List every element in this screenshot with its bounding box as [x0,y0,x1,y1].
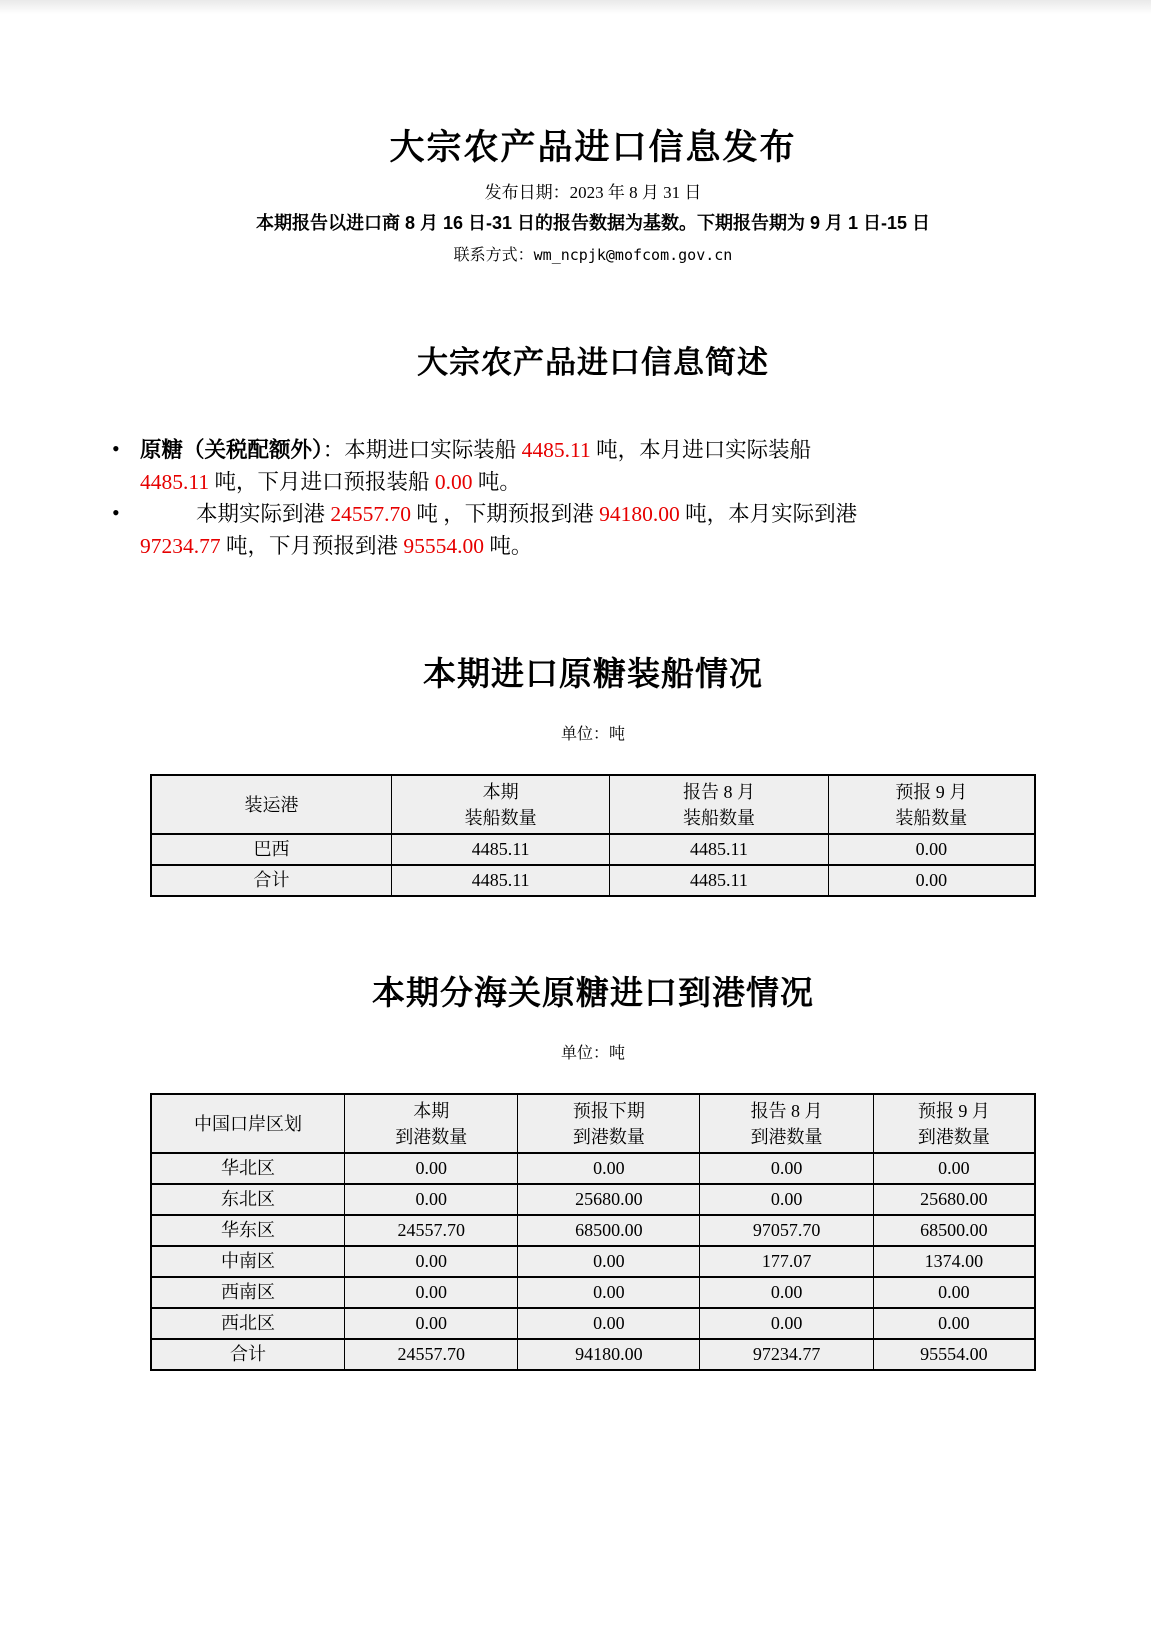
header-line: 本期 [413,1100,450,1121]
table-cell: 巴西 [151,834,391,865]
table-cell: 4485.11 [610,834,828,865]
summary-bullets [110,434,1036,562]
highlight-value: 4485.11 [521,438,591,463]
table-row [151,1215,1035,1246]
header-line: 中国口岸区划 [194,1113,303,1134]
header-line: 装船数量 [464,807,537,828]
table-cell: 25680.00 [873,1184,1035,1215]
header-line: 到港数量 [395,1126,468,1147]
table-cell: 4485.11 [391,834,609,865]
publish-date: 发布日期：2023 年 8 月 31 日 [484,183,702,203]
table-cell: 西南区 [151,1277,345,1308]
table-row [151,1277,1035,1308]
document-title: 大宗农产品进口信息发布 [389,128,797,167]
table-cell: 25680.00 [518,1184,700,1215]
table-cell: 68500.00 [873,1215,1035,1246]
table-header-cell [391,775,609,834]
table-cell: 0.00 [828,865,1035,896]
shipping-table-title: 本期进口原糖装船情况 [423,657,763,694]
table-cell: 0.00 [700,1153,873,1184]
table-cell: 0.00 [345,1308,518,1339]
table-cell: 0.00 [518,1308,700,1339]
bullet-text: 吨 ，下期预报到港 [411,502,600,527]
table-cell: 0.00 [700,1277,873,1308]
header-line: 装运港 [244,794,299,815]
highlight-value: 0.00 [434,470,473,495]
table-header-row [151,1094,1035,1153]
bullet-text: ：本期进口实际装船 [322,438,522,463]
table-cell: 4485.11 [391,865,609,896]
table-row [151,1246,1035,1277]
report-period-note: 本期报告以进口商 8 月 16 日-31 日的报告数据为基数。下期报告期为 9 月 1 日-15 日 [255,213,931,234]
bullet-text: 吨，本月实际到港 [679,502,858,527]
header-line: 预报下期 [572,1100,645,1121]
bullet-text: 本期实际到港 [196,502,331,527]
table-cell: 0.00 [700,1308,873,1339]
table-cell: 0.00 [345,1246,518,1277]
summary-section-title: 大宗农产品进口信息简述 [417,345,769,381]
bullet-text: 原糖（关税配额外） [140,438,323,463]
bullet-text: 吨，下月预报到港 [220,534,404,559]
table-header-cell [345,1094,518,1153]
table-header-cell [151,1094,345,1153]
table-cell: 94180.00 [518,1339,700,1370]
table-cell: 97057.70 [700,1215,873,1246]
contact-line [150,242,1036,265]
arrival-table [150,1093,1036,1371]
table-cell: 0.00 [700,1184,873,1215]
table-row [151,1339,1035,1370]
highlight-value: 94180.00 [599,502,680,527]
table-row [151,1308,1035,1339]
table-cell: 合计 [151,865,391,896]
bullet-text: 吨，下月进口预报装船 [209,470,435,495]
table-cell: 合计 [151,1339,345,1370]
header-line: 装船数量 [895,807,968,828]
table-cell: 177.07 [700,1246,873,1277]
table-cell: 24557.70 [345,1215,518,1246]
table-header-cell [700,1094,873,1153]
bullet-text: 吨。 [484,534,533,559]
table-cell: 4485.11 [610,865,828,896]
header-line: 预报 9 月 [917,1100,990,1121]
header-line: 本期 [482,781,519,802]
table-row [151,834,1035,865]
table-cell: 东北区 [151,1184,345,1215]
table-cell: 68500.00 [518,1215,700,1246]
contact-email[interactable]: wm_ncpjk@mofcom.gov.cn [533,246,733,265]
highlight-value: 4485.11 [140,470,210,495]
table-cell: 华北区 [151,1153,345,1184]
table-cell: 0.00 [518,1277,700,1308]
header-line: 报告 8 月 [750,1100,823,1121]
table-cell: 0.00 [518,1246,700,1277]
table-header-cell [151,775,391,834]
table-cell: 0.00 [518,1153,700,1184]
table-cell: 0.00 [873,1277,1035,1308]
bullet-line [140,498,1036,530]
header-line: 装船数量 [682,807,755,828]
table-cell: 97234.77 [700,1339,873,1370]
bullet-line [140,530,1036,562]
table-cell: 中南区 [151,1246,345,1277]
header-line: 到港数量 [917,1126,990,1147]
table-header-cell [518,1094,700,1153]
highlight-value: 95554.00 [403,534,485,559]
shipping-table-unit: 单位：吨 [560,726,625,744]
shipping-table [150,774,1036,897]
table-cell: 0.00 [345,1184,518,1215]
table-cell: 0.00 [828,834,1035,865]
table-header-cell [873,1094,1035,1153]
arrival-table-title: 本期分海关原糖进口到港情况 [372,976,814,1013]
header-line: 报告 8 月 [682,781,755,802]
table-cell: 0.00 [873,1153,1035,1184]
table-cell: 0.00 [873,1308,1035,1339]
highlight-value: 24557.70 [330,502,412,527]
table-row [151,1184,1035,1215]
table-cell: 华东区 [151,1215,345,1246]
bullet-text: 吨，本月进口实际装船 [590,438,812,463]
header-line: 到港数量 [750,1126,823,1147]
bullet-item [110,498,1036,562]
arrival-table-unit: 单位：吨 [560,1045,625,1063]
table-header-cell [828,775,1035,834]
table-cell: 0.00 [345,1277,518,1308]
highlight-value: 97234.77 [140,534,221,559]
header-line: 到港数量 [572,1126,645,1147]
header-line: 预报 9 月 [895,781,968,802]
table-cell: 西北区 [151,1308,345,1339]
table-cell: 24557.70 [345,1339,518,1370]
contact-label: 联系方式： [453,247,534,265]
table-cell: 95554.00 [873,1339,1035,1370]
bullet-item [110,434,1036,498]
table-header-cell [610,775,828,834]
bullet-line [140,434,1036,466]
bullet-text: 吨。 [472,470,521,495]
table-row [151,1153,1035,1184]
bullet-line [140,466,1036,498]
table-cell: 0.00 [345,1153,518,1184]
table-cell: 1374.00 [873,1246,1035,1277]
table-header-row [151,775,1035,834]
table-row [151,865,1035,896]
